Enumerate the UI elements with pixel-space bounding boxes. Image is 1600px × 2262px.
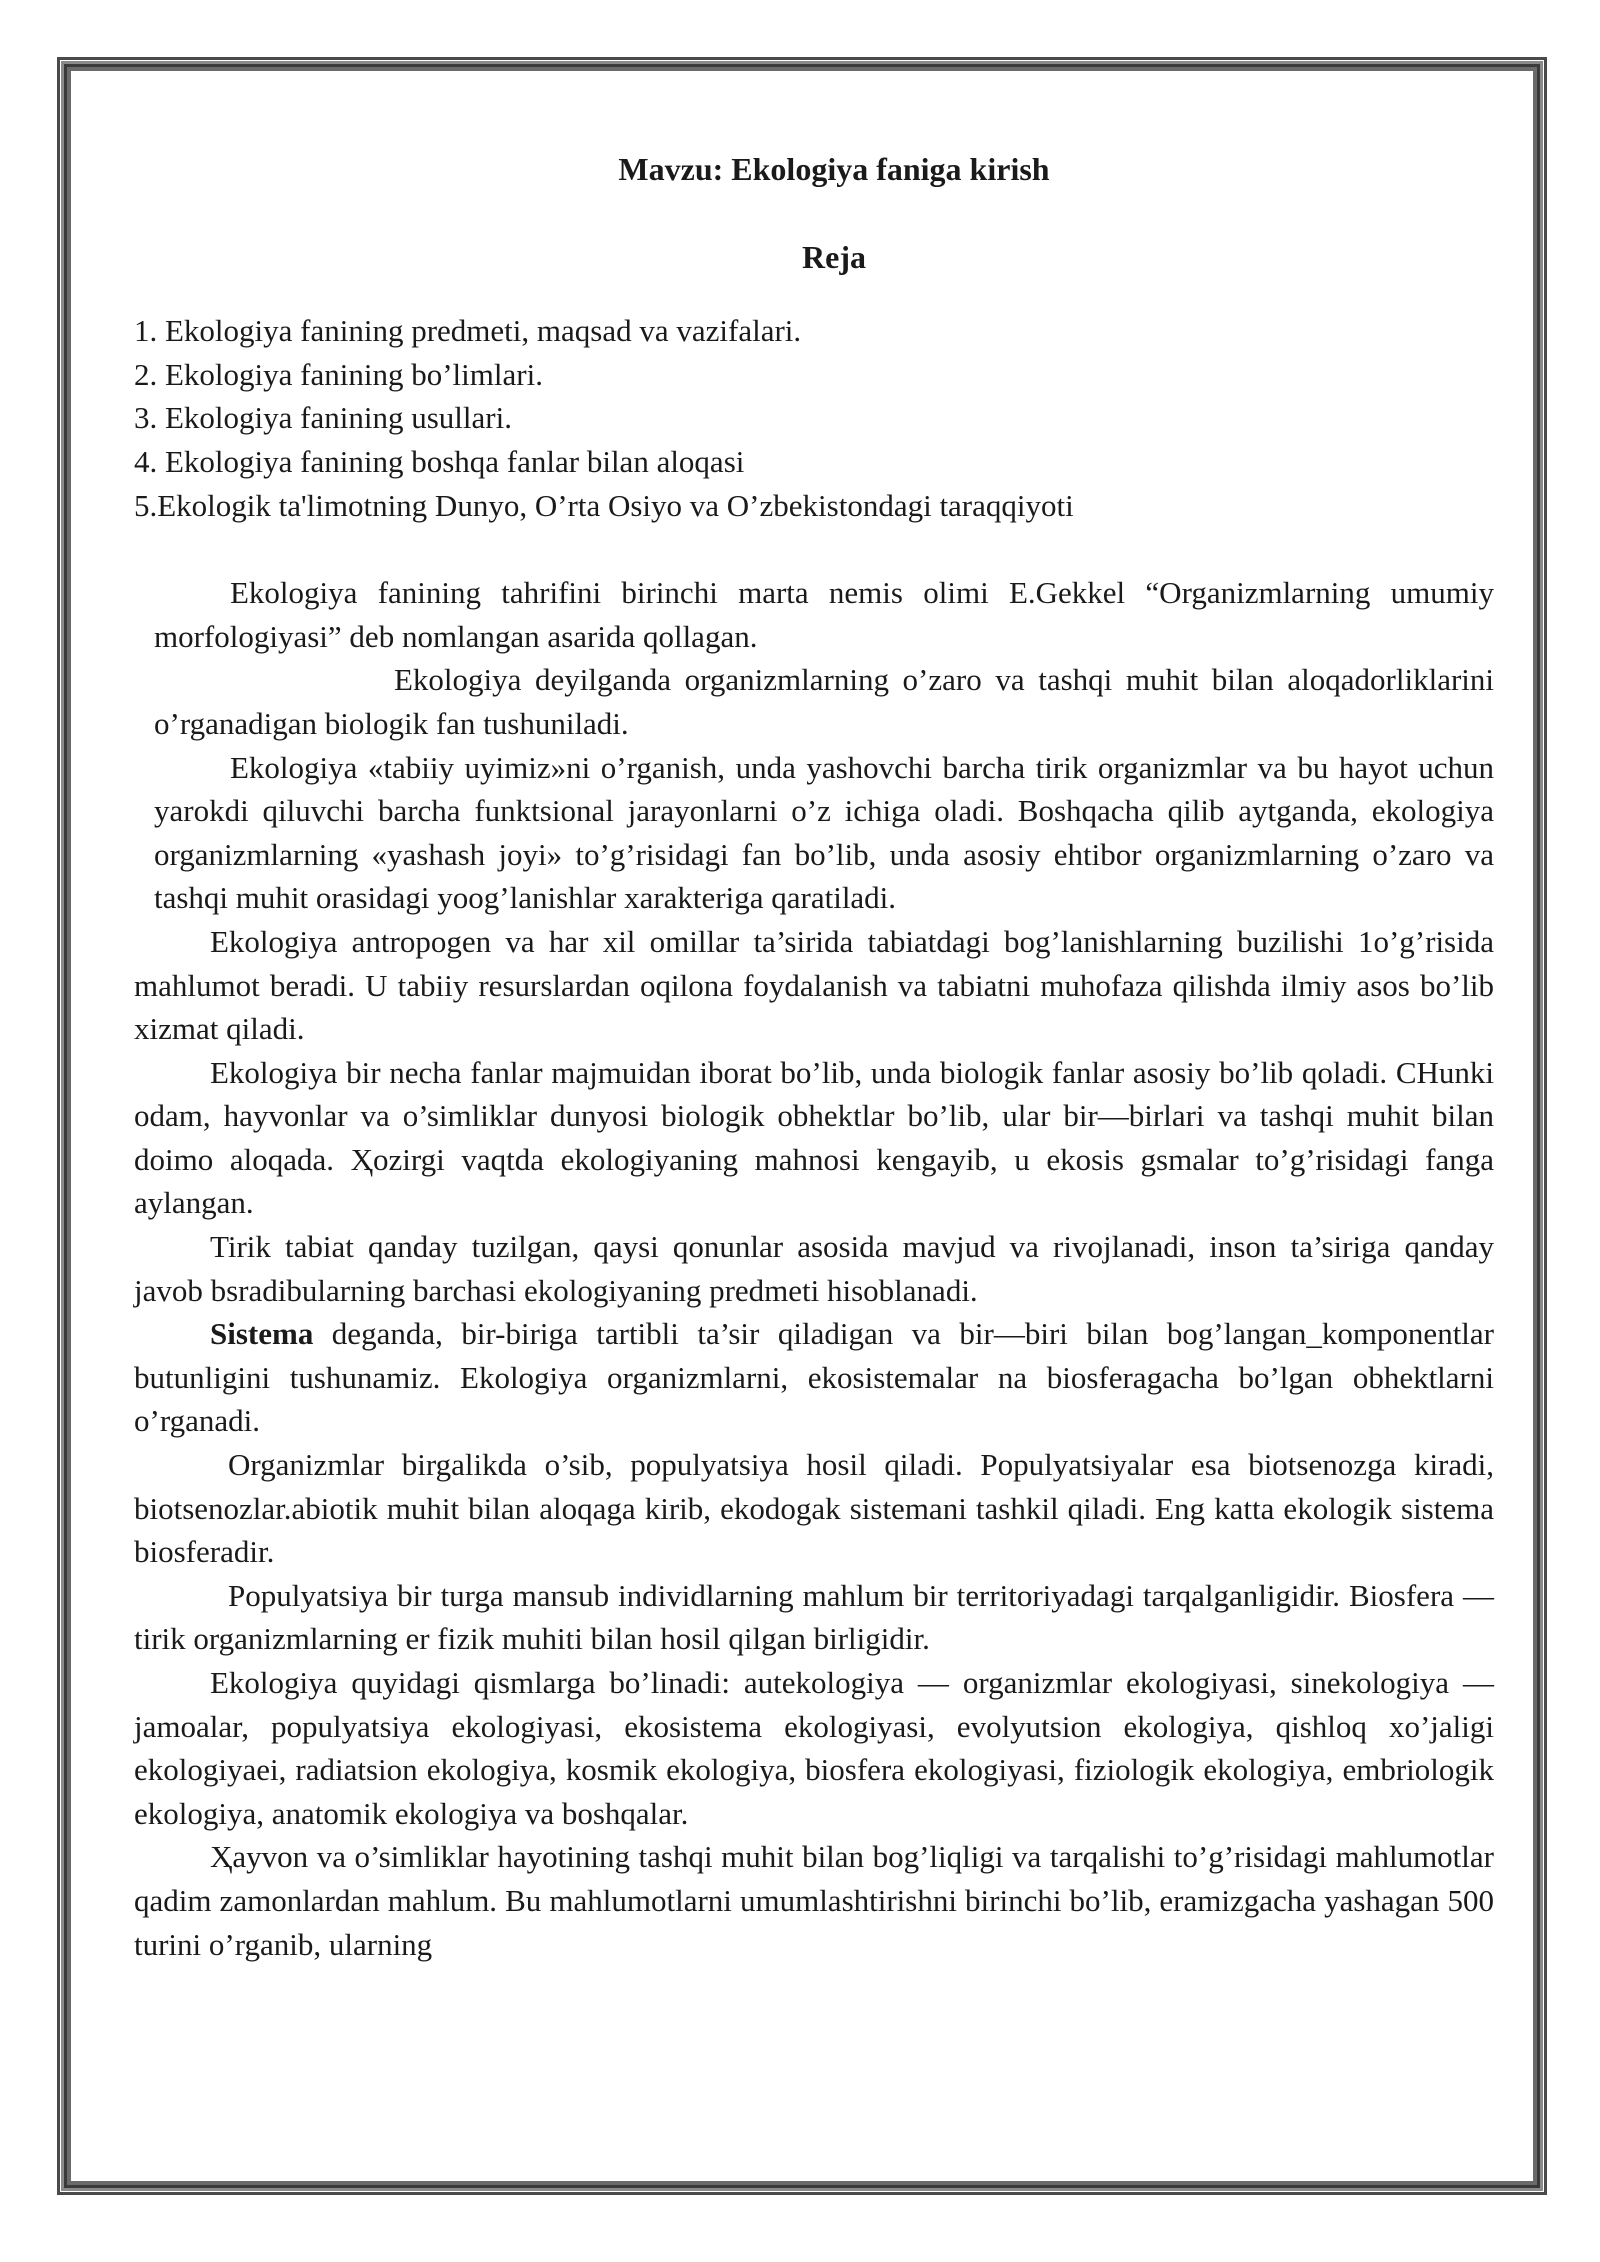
plan-heading: Reja: [802, 238, 866, 275]
paragraph-ecology-definition-origin: Ekologiya fanining tahrifini birinchi marta nemis olimi E.Gekkel “Organizmlarning umumiy morfologiyasi” deb nomlangan asarida qollagan.: [154, 575, 1494, 654]
plan-list: [134, 309, 1494, 527]
paragraph-natural-home: Ekologiya «tabiiy uyimiz»ni o’rganish, unda yashovchi barcha tirik organizmlar va bu hayot uchun yarokdi qiluvchi barcha funktsional jarayonlarni o’z ichiga oladi. Boshqacha qilib aytganda, ekologiya organizmlarning «yashash joyi» to’g’risidagi fan bo’lib, unda asosiy ehtibor organizmlarning o’zaro va tashqi muhit orasidagi yoog’lanishlar xarakteriga qaratiladi.: [154, 749, 1494, 916]
paragraph-organisms: Organizmlar birgalikda o’sib, populyatsiya hosil qiladi. Populyatsiyalar esa biotsenozga kiradi, biotsenozlar.abiotik muhit bilan aloqaga kirib, ekodogak sistemani tashkil qiladi. Eng katta ekologik sistema biosferadir.: [134, 1447, 1494, 1570]
plan-item-2: 2. Ekologiya fanining bo’limlari.: [134, 356, 543, 392]
paragraph-composition: Ekologiya bir necha fanlar majmuidan iborat bo’lib, unda biologik fanlar asosiy bo’lib qoladi. CHunki odam, hayvonlar va o’simliklar dunyosi biologik obhektlar bo’lib, ular bir—birlari va tashqi muhit bilan doimo aloqada. Ҳozirgi vaqtda ekologiyaning mahnosi kengayib, u ekosis gsmalar to’g’risidagi fanga aylangan.: [134, 1054, 1494, 1221]
paragraph-anthropogen: Ekologiya antropogen va har xil omillar ta’sirida tabiatdagi bog’lanishlarning buzilishi 1o’g’risida mahlumot beradi. U tabiiy resurslardan oqilona foydalanish va tabiatni muhofaza qilishda ilmiy asos bo’lib xizmat qiladi.: [134, 923, 1494, 1047]
paragraph-population: Populyatsiya bir turga mansub individlarning mahlum bir territoriyadagi tarqalganligidir. Biosfera — tirik organizmlarning er fizik muhiti bilan hosil qilgan birligidir.: [134, 1577, 1494, 1657]
plan-item-3: 3. Ekologiya fanining usullari.: [134, 400, 512, 436]
paragraph-branches: Ekologiya quyidagi qismlarga bo’linadi: autekologiya — organizmlar ekologiyasi, sinekologiya —jamoalar, populyatsiya ekologiyasi, ekosistema ekologiyasi, evolyutsion ekologiya, qishloq xo’jaligi ekologiyaei, radiatsion ekologiya, kosmik ekologiya, biosfera ekologiyasi, fiziologik ekologiya, embriologik ekologiya, anatomik ekologiya va boshqalar.: [134, 1665, 1494, 1831]
paragraph-system: [134, 1312, 1494, 1443]
term-sistema: Sistema: [210, 1316, 314, 1352]
plan-item-1: 1. Ekologiya fanining predmeti, maqsad va vazifalari.: [134, 313, 802, 349]
plan-item-4: 4. Ekologiya fanining boshqa fanlar bilan aloqasi: [134, 443, 745, 479]
document-title: Mavzu: Ekologiya faniga kirish: [618, 151, 1050, 187]
document-body: [134, 148, 1494, 1966]
paragraph-living-nature: Tirik tabiat qanday tuzilgan, qaysi qonunlar asosida mavjud va rivojlanadi, inson ta’siriga qanday javob bsradibularning barchasi ekologiyaning predmeti hisoblanadi.: [134, 1229, 1494, 1308]
plan-item-5: 5.Ekologik ta'limotning Dunyo, O’rta Osiyo va O’zbekistondagi taraqqiyoti: [134, 487, 1074, 523]
paragraph-ecology-meaning: Ekologiya deyilganda organizmlarning o’zaro va tashqi muhit bilan aloqadorliklarini o’rganadigan biologik fan tushuniladi.: [154, 662, 1494, 741]
paragraph-system-text: deganda, bir-biriga tartibli ta’sir qiladigan va bir—biri bilan bog’langan_komponentlar butunligini tushunamiz. Ekologiya organizmlarni, ekosistemalar na biosferagacha bo’lgan obhektlarni o’rganadi.: [134, 1316, 1494, 1439]
paragraph-history: Ҳayvon va o’simliklar hayotining tashqi muhit bilan bog’liqligi va tarqalishi to’g’risidagi mahlumotlar qadim zamonlardan mahlum. Bu mahlumotlarni umumlashtirishni birinchi bo’lib, eramizgacha yashagan 500 turini o’rganib, ularning: [134, 1839, 1494, 1962]
